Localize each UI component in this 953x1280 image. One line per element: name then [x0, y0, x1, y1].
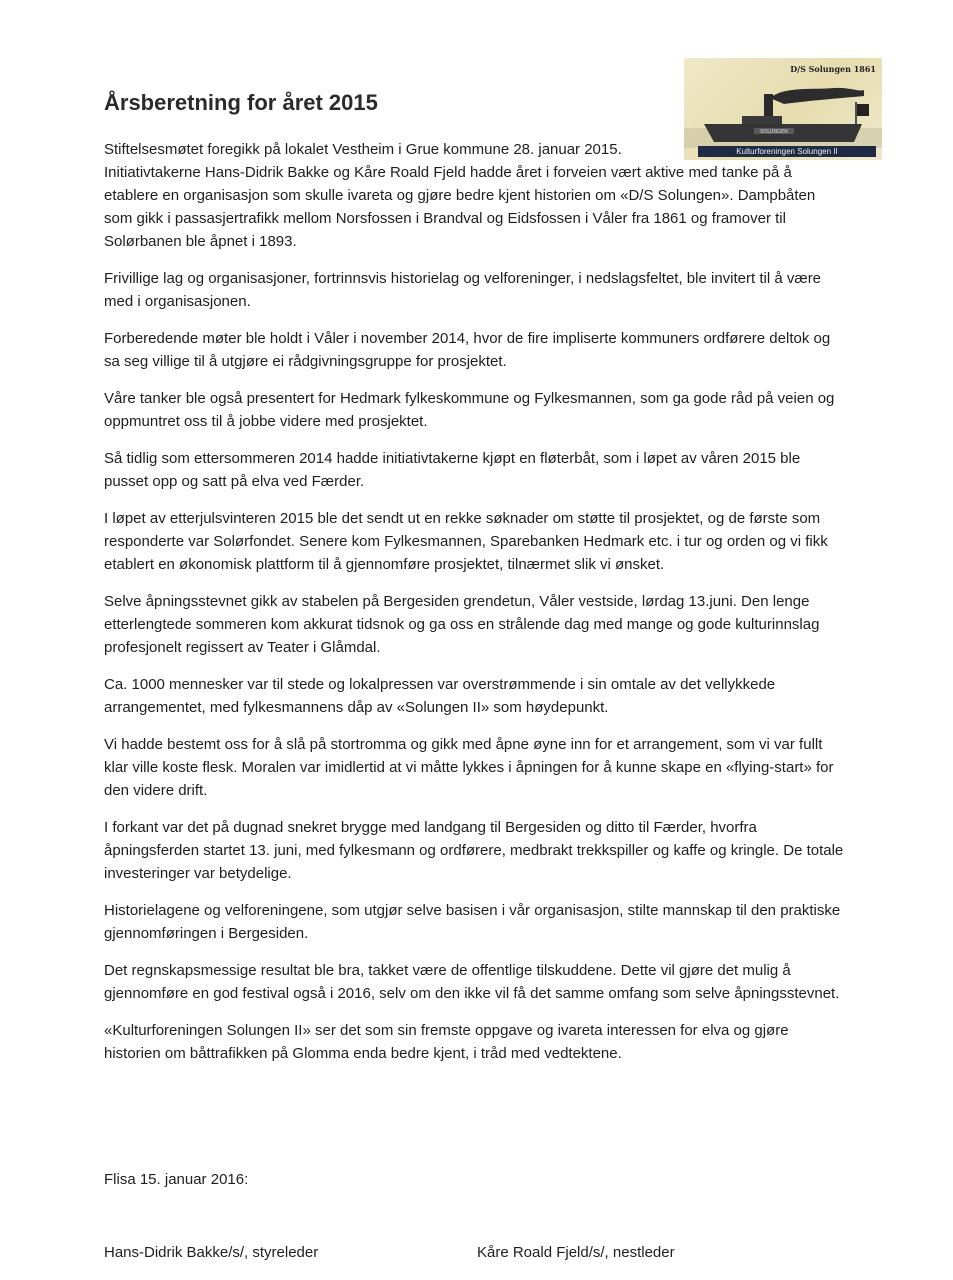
- paragraph: «Kulturforeningen Solungen II» ser det som sin fremste oppgave og ivareta interessen for elva og gjøre historien om båttrafikken på Glomma enda bedre kjent, i tråd med vedtektene.: [104, 1022, 789, 1062]
- paragraph: Så tidlig som ettersommeren 2014 hadde initiativtakerne kjøpt en fløterbåt, som i løpet av våren 2015 ble pusset opp og satt på elva ved Færder.: [104, 450, 801, 490]
- paragraph: I forkant var det på dugnad snekret brygge med landgang til Bergesiden og ditto til Færder, hvorfra åpningsferden startet 13. juni, med fylkesmann og ordførere, medbrakt trekkspiller og kaffe og kringle. De totale investeringer var betydelige.: [104, 819, 844, 882]
- boat-name-text: SOLUNGEN: [760, 129, 788, 135]
- signature-vice-chair: Kåre Roald Fjeld/s/, nestleder: [477, 1244, 675, 1261]
- paragraph-text: Stiftelsesmøtet foregikk på lokalet Vestheim i Grue kommune 28. januar 2015. Initiativtakerne Hans-Didrik Bakke og Kåre Roald Fjeld hadde året i forveien vært aktive med tanke på å etablere en organisasjon som skulle ivareta og gjøre bedre kjent historien om «D/S Solungen». Dampbåten som gikk i passasjertrafikk mellom Norsfossen i Brandval og Eidsfossen i Våler fra 1861 og framover til Solørbanen ble åpnet i 1893.: [104, 141, 816, 250]
- paragraph: Ca. 1000 mennesker var til stede og lokalpressen var overstrømmende i sin omtale av det vellykkede arrangementet, med fylkesmannens dåp av «Solungen II» som høydepunkt.: [104, 676, 776, 716]
- signature-chair: Hans-Didrik Bakke/s/, styreleder: [104, 1244, 319, 1261]
- document-title: Årsberetning for året 2015: [104, 90, 378, 115]
- paragraph: Det regnskapsmessige resultat ble bra, takket være de offentlige tilskuddene. Dette vil gjøre det mulig å gjennomføre en god festival også i 2016, selv om den ikke vil få det samme omfang som selve åpningsstevnet.: [104, 962, 840, 1002]
- paragraph: Forberedende møter ble holdt i Våler i november 2014, hvor de fire impliserte kommuners ordførere deltok og sa seg villige til å utgjøre ei rådgivningsgruppe for prosjektet.: [104, 330, 831, 370]
- logo-header: D/S Solungen 1861: [790, 64, 876, 74]
- logo-caption: Kulturforeningen Solungen II: [698, 146, 876, 157]
- document-body: [104, 138, 844, 1079]
- date-line: Flisa 15. januar 2016:: [104, 1171, 249, 1188]
- paragraph: Frivillige lag og organisasjoner, fortrinnsvis historielag og velforeninger, i nedslagsfeltet, ble invitert til å være med i organisasjonen.: [104, 270, 822, 310]
- paragraph: Selve åpningsstevnet gikk av stabelen på Bergesiden grendetun, Våler vestside, lørdag 13.juni. Den lenge etterlengtede sommeren kom akkurat tidsnok og ga oss en strålende dag med mange og gode kulturinnslag profesjonelt regissert av Teater i Glåmdal.: [104, 593, 820, 656]
- paragraph: [104, 138, 844, 253]
- paragraph: Vi hadde bestemt oss for å slå på stortromma og gikk med åpne øyne inn for et arrangement, som vi var fullt klar ville koste flesk. Moralen var imidlertid at vi måtte lykkes i åpningen for å kunne skape en «flying-start» for den videre drift.: [104, 736, 834, 799]
- paragraph: Historielagene og velforeningene, som utgjør selve basisen i vår organisasjon, stilte mannskap til den praktiske gjennomføringen i Bergesiden.: [104, 902, 841, 942]
- logo-spacer: [629, 138, 844, 156]
- paragraph: Våre tanker ble også presentert for Hedmark fylkeskommune og Fylkesmannen, som ga gode råd på veien og oppmuntret oss til å jobbe videre med prosjektet.: [104, 390, 835, 430]
- paragraph: I løpet av etterjulsvinteren 2015 ble det sendt ut en rekke søknader om støtte til prosjektet, og de første som responderte var Solørfondet. Senere kom Fylkesmannen, Sparebanken Hedmark etc. i tur og orden og vi fikk etablert en økonomisk plattform til å gjennomføre prosjektet, tilnærmet slik vi ønsket.: [104, 510, 828, 573]
